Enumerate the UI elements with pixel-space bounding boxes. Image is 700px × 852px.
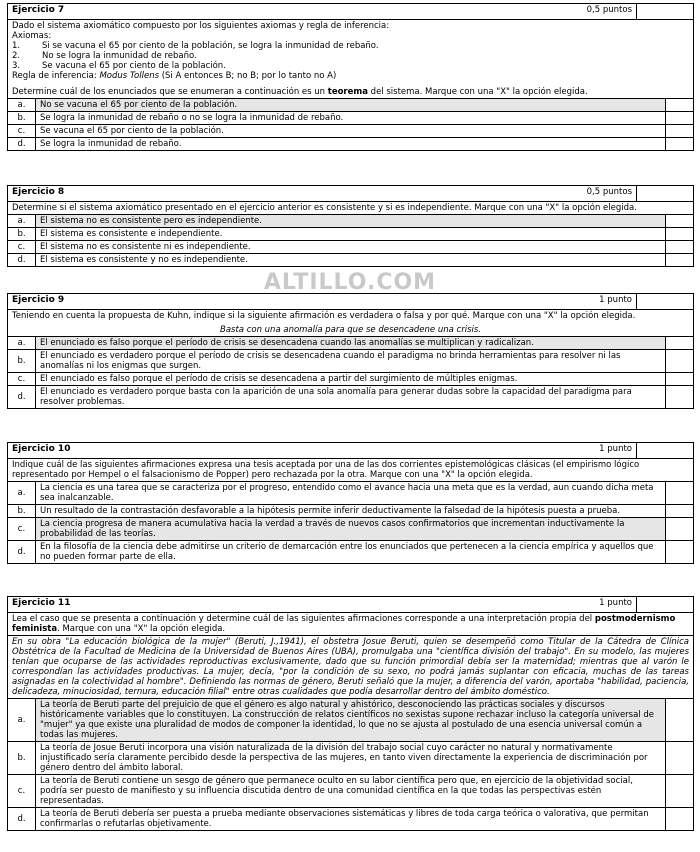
option-row: c. El enunciado es falso porque el período de crisis se desencadena a partir del surgimiento de múltiples enigmas. xyxy=(8,373,693,386)
exercise-title: Ejercicio 7 xyxy=(12,5,65,15)
option-row: b. El sistema es consistente e independiente. xyxy=(8,228,693,241)
exercise-statement: Determine si el sistema axiomático presentado en el ejercicio anterior es consistente y si es independiente. Marque con una "X" la opción elegida. xyxy=(8,202,693,215)
answer-box[interactable] xyxy=(665,99,693,111)
option-row: d. La teoría de Beruti debería ser puesta a prueba mediante observaciones sistemáticas y libres de toda carga teórica o valorativa, que permitan confirmarlas o refutarlas objetivamente. xyxy=(8,808,693,830)
exercise-points: 0,5 puntos xyxy=(586,5,632,15)
exercise-header xyxy=(8,4,693,20)
option-row: c. La teoría de Beruti contiene un sesgo de género que permanece oculto en su labor científica pero que, en ejercicio de la objetividad social, podría ser puesto de manifiesto y su influencia discutida dentro de una comunidad científica en la que todas las perspectivas estén representadas. xyxy=(8,775,693,808)
exercise-7 xyxy=(7,3,694,151)
quoted-statement: Basta con una anomalía para que se desencadene una crisis. xyxy=(220,325,481,335)
exercise-points: 1 punto xyxy=(599,598,632,608)
question: Determine cuál de los enunciados que se enumeran a continuación es un teorema del sistema. Marque con una "X" la opción elegida. xyxy=(12,87,588,97)
option-row: d. El sistema es consistente y no es independiente. xyxy=(8,254,693,266)
answer-box[interactable] xyxy=(665,373,693,385)
exercise-title: Ejercicio 10 xyxy=(12,444,71,454)
exercise-9 xyxy=(7,293,694,409)
option-row: c. La ciencia progresa de manera acumulativa hacia la verdad a través de nuevos casos confirmatorios que incrementan inductivamente la probabilidad de las teorías. xyxy=(8,518,693,541)
exercise-8 xyxy=(7,185,694,267)
score-box xyxy=(636,4,693,19)
axiom-2: 2. No se logra la inmunidad de rebaño. xyxy=(12,51,197,61)
answer-box[interactable] xyxy=(665,241,693,253)
answer-box[interactable] xyxy=(665,138,693,150)
option-row: a. La teoría de Beruti parte del prejuicio de que el género es algo natural y ahistórico, desconociendo las prácticas sociales y discursos históricamente variables que lo constituyen. La construcción de relatos científicos no sexistas supone rechazar incluso la categoría universal de "mujer" ya que existe una pluralidad de modos de componer la identidad, lo que no se ajusta al postulado de una esencia universal común a todas las mujeres. xyxy=(8,699,693,742)
score-box xyxy=(636,443,693,458)
exercise-statement: Dado el sistema axiomático compuesto por los siguientes axiomas y regla de inferencia: Axiomas: 1. Si se vacuna el 65 por ciento de la población, se logra la inmunidad de rebaño. 2. No se logra la inmunidad de rebaño. 3. Se vacuna el 65 por ciento de la población. Regla de inferencia: Modus Tollens (Si A entonces B; no B; por lo tanto no A) Determine cuál de los enunciados que se enumeran a continuación es un teorema del sistema. Marque con una "X" la opción elegida. xyxy=(8,20,693,99)
answer-box[interactable] xyxy=(665,228,693,240)
exercise-title: Ejercicio 11 xyxy=(12,598,71,608)
axiom-1: 1. Si se vacuna el 65 por ciento de la población, se logra la inmunidad de rebaño. xyxy=(12,41,379,51)
case-text: En su obra "La educación biológica de la mujer" (Beruti, J.,1941), el obstetra Josue Beruti, quien se desempeñó como Titular de la Cátedra de Clínica Obstétrica de la Facultad de Medicina de la Universidad de Buenos Aires (UBA), promulgaba una "científica división del trabajo". En su modelo, las mujeres tenían que ocuparse de las actividades reproductivas exclusivamente, dado que su función primordial debía ser la maternidad; mientras que al varón le correspondían las actividades productivas. La mujer, decía, "por la condición de su sexo, no podrá jamás suplantar con eficacia, muchas de las tareas asignadas en la colectividad al hombre". Definiendo las normas de género, Beruti señaló que la mujer, a diferencia del varón, aportaba "habilidad, paciencia, delicadeza, minuciosidad, ternura, educación filial" entre otras cualidades que podía desarrollar dentro del ámbito doméstico. xyxy=(8,636,693,699)
answer-box[interactable] xyxy=(665,254,693,266)
answer-box[interactable] xyxy=(665,386,693,408)
exercise-title: Ejercicio 8 xyxy=(12,187,65,197)
score-box xyxy=(636,597,693,612)
exercise-points: 0,5 puntos xyxy=(586,187,632,197)
option-row: d. Se logra la inmunidad de rebaño. xyxy=(8,138,693,150)
score-box xyxy=(636,186,693,201)
option-row: a. El sistema no es consistente pero es independiente. xyxy=(8,215,693,228)
option-row: b. Un resultado de la contrastación desfavorable a la hipótesis permite inferir deductivamente la falsedad de la hipótesis puesta a prueba. xyxy=(8,505,693,518)
answer-box[interactable] xyxy=(665,808,693,830)
exercise-11 xyxy=(7,596,694,831)
score-box xyxy=(636,294,693,309)
answer-box[interactable] xyxy=(665,699,693,741)
answer-box[interactable] xyxy=(665,541,693,563)
answer-box[interactable] xyxy=(665,518,693,540)
option-row: a. La ciencia es una tarea que se caracteriza por el progreso, entendido como el avance hacia una meta que es la verdad, aun cuando dicha meta sea inalcanzable. xyxy=(8,482,693,505)
answer-box[interactable] xyxy=(665,215,693,227)
exercise-statement: Teniendo en cuenta la propuesta de Kuhn, indique si la siguiente afirmación es verdadera o falsa y por qué. Marque con una "X" la opción elegida. Basta con una anomalía para que se desencadene una crisis. xyxy=(8,310,693,337)
answer-box[interactable] xyxy=(665,482,693,504)
exercise-10 xyxy=(7,442,694,564)
exercise-header xyxy=(8,294,693,310)
answer-box[interactable] xyxy=(665,337,693,349)
exercise-statement: Indique cuál de las siguientes afirmaciones expresa una tesis aceptada por una de las dos corrientes epistemológicas clásicas (el empirismo lógico representado por Hempel o el falsacionismo de Popper) pero rechazada por la otra. Marque con una "X" la opción elegida. xyxy=(8,459,693,482)
exercise-header xyxy=(8,597,693,613)
option-row: d. El enunciado es verdadero porque basta con la aparición de una sola anomalía para generar dudas sobre la capacidad del paradigma para resolver problemas. xyxy=(8,386,693,408)
inference-rule: Regla de inferencia: Modus Tollens (Si A entonces B; no B; por lo tanto no A) xyxy=(12,71,337,81)
exercise-statement: Lea el caso que se presenta a continuación y determine cuál de las siguientes afirmaciones corresponde a una interpretación propia del postmodernismo feminista. Marque con una "X" la opción elegida. xyxy=(8,613,693,636)
option-row: c. El sistema no es consistente ni es independiente. xyxy=(8,241,693,254)
answer-box[interactable] xyxy=(665,775,693,807)
watermark: ALTILLO.COM xyxy=(263,270,437,295)
option-row: a. No se vacuna el 65 por ciento de la población. xyxy=(8,99,693,112)
answer-box[interactable] xyxy=(665,350,693,372)
answer-box[interactable] xyxy=(665,505,693,517)
exercise-title: Ejercicio 9 xyxy=(12,295,65,305)
option-row: a. El enunciado es falso porque el período de crisis se desencadena cuando las anomalías se multiplican y radicalizan. xyxy=(8,337,693,350)
option-row: c. Se vacuna el 65 por ciento de la población. xyxy=(8,125,693,138)
exercise-points: 1 punto xyxy=(599,295,632,305)
axiom-3: 3. Se vacuna el 65 por ciento de la población. xyxy=(12,61,226,71)
exercise-header xyxy=(8,186,693,202)
option-row: b. La teoría de Josue Beruti incorpora una visión naturalizada de la división del trabajo social cuyo carácter no natural y normativamente injustificado sería claramente percibido desde la perspectiva de las mujeres, en tanto viven directamente la experiencia de discriminación por género dentro del ámbito laboral. xyxy=(8,742,693,775)
option-row: b. El enunciado es verdadero porque el período de crisis se desencadena cuando el paradigma no brinda herramientas para resolver ni las anomalías ni los enigmas que surgen. xyxy=(8,350,693,373)
option-row: b. Se logra la inmunidad de rebaño o no se logra la inmunidad de rebaño. xyxy=(8,112,693,125)
exercise-points: 1 punto xyxy=(599,444,632,454)
option-row: d. En la filosofía de la ciencia debe admitirse un criterio de demarcación entre los enunciados que pertenecen a la ciencia empírica y aquellos que no pueden formar parte de ella. xyxy=(8,541,693,563)
answer-box[interactable] xyxy=(665,112,693,124)
answer-box[interactable] xyxy=(665,125,693,137)
exercise-header xyxy=(8,443,693,459)
answer-box[interactable] xyxy=(665,742,693,774)
